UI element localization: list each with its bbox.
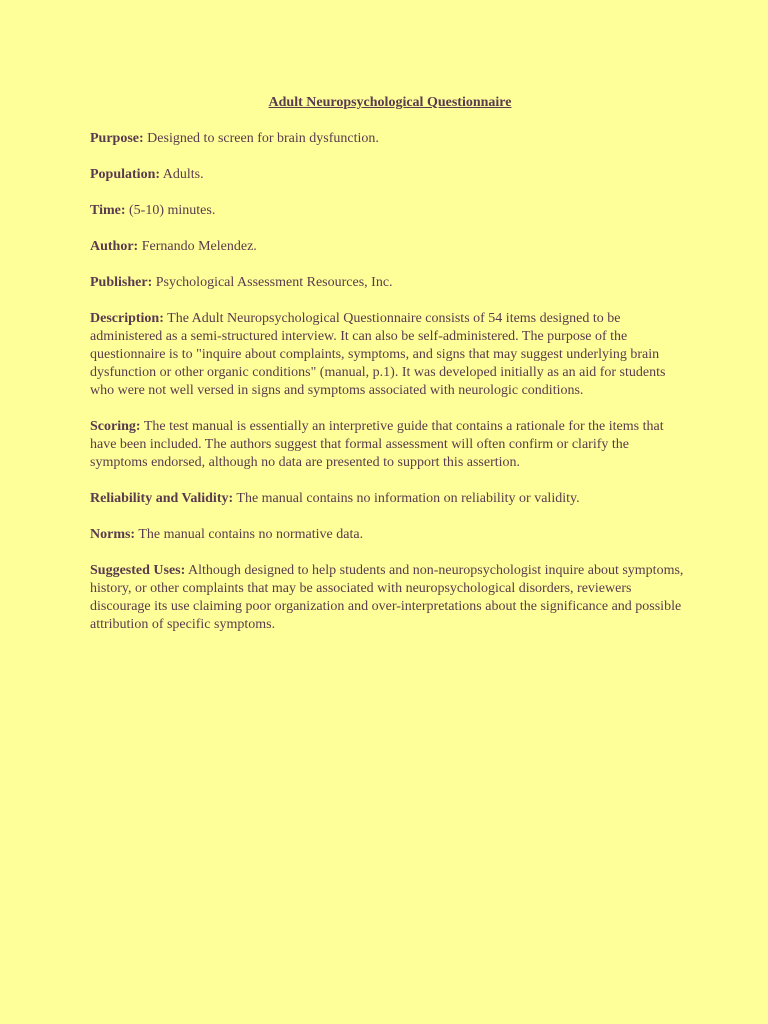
entry-label: Publisher: bbox=[90, 275, 153, 290]
entry-population bbox=[90, 166, 690, 184]
entry-label: Norms: bbox=[90, 527, 136, 542]
entry-suggested-uses bbox=[90, 562, 690, 634]
entry-scoring bbox=[90, 418, 690, 472]
entry-label: Population: bbox=[90, 167, 161, 182]
entry-reliability-validity bbox=[90, 490, 690, 508]
entry-text: Adults. bbox=[162, 167, 204, 182]
entry-label: Scoring: bbox=[90, 419, 141, 434]
entry-label: Reliability and Validity: bbox=[90, 491, 234, 506]
entry-text: (5-10) minutes. bbox=[129, 203, 216, 218]
entry-text: The Adult Neuropsychological Questionnaire consists of 54 items designed to be administered as a semi-structured interview. It can also be self-administered. The purpose of the questionnaire is to "inquire about complaints, symptoms, and signs that may suggest underlying brain dysfunction or other organic conditions" (manual, p.1). It was developed initially as an aid for students who were not well versed in signs and symptoms associated with neurologic conditions. bbox=[90, 311, 666, 398]
entry-text: The test manual is essentially an interpretive guide that contains a rationale for the items that have been included. The authors suggest that formal assessment will often confirm or clarify the symptoms endorsed, although no data are presented to support this assertion. bbox=[90, 419, 664, 470]
entry-label: Description: bbox=[90, 311, 164, 326]
document-title: Adult Neuropsychological Questionnaire bbox=[268, 95, 512, 110]
entry-text: The manual contains no normative data. bbox=[138, 527, 364, 542]
entry-label: Time: bbox=[90, 203, 126, 218]
entry-text: Although designed to help students and non-neuropsychologist inquire about symptoms, history, or other complaints that may be associated with neuropsychological disorders, reviewers discourage its use claiming poor organization and over-interpretations about the significance and possible attribution of specific symptoms. bbox=[90, 563, 684, 632]
entry-text: Designed to screen for brain dysfunction. bbox=[147, 131, 379, 146]
entry-publisher bbox=[90, 274, 690, 292]
entry-label: Suggested Uses: bbox=[90, 563, 186, 578]
entry-purpose bbox=[90, 130, 690, 148]
entry-label: Author: bbox=[90, 239, 139, 254]
entry-description bbox=[90, 310, 690, 400]
entry-time bbox=[90, 202, 690, 220]
document-page bbox=[90, 94, 690, 652]
entry-norms bbox=[90, 526, 690, 544]
entry-text: The manual contains no information on reliability or validity. bbox=[236, 491, 580, 506]
entry-text: Fernando Melendez. bbox=[141, 239, 257, 254]
entry-text: Psychological Assessment Resources, Inc. bbox=[155, 275, 393, 290]
entry-author bbox=[90, 238, 690, 256]
entry-label: Purpose: bbox=[90, 131, 144, 146]
